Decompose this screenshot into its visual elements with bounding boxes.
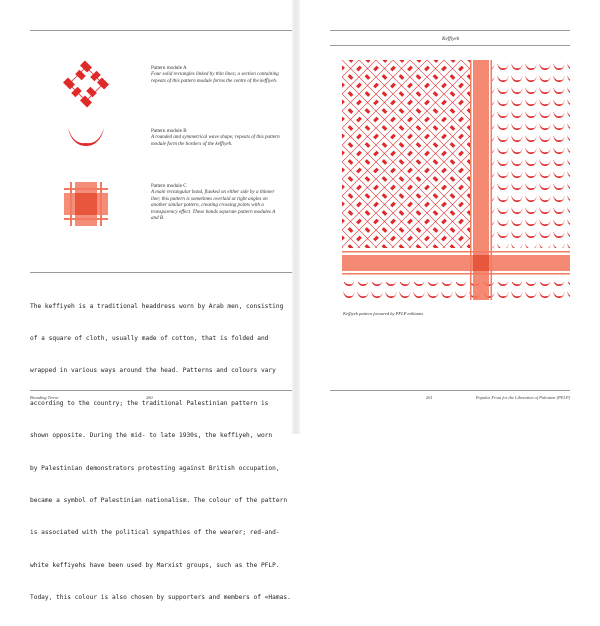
pattern-module-b-text [151,128,281,147]
keffiyeh-pattern-illustration [342,60,570,300]
body-line: shown opposite. During the mid- to late 1930s, the keffiyeh, worn [30,432,273,440]
right-footer-title: Popular Front for the Liberation of Palestine (PFLP) [475,395,570,400]
pattern-module-a-icon [62,60,110,108]
left-body-rule [30,272,292,273]
left-page [0,0,292,602]
pattern-module-b-title: Pattern module B [151,128,187,134]
left-footer-rule [30,390,292,391]
body-line: is associated with the political sympathies of the wearer; red-and- [30,529,280,537]
body-line: Today, this colour is also chosen by supporters and members of «Hamas. [30,594,291,602]
body-line: of a square of cloth, usually made of cotton, that is folded and [30,334,269,342]
book-gutter [292,0,300,434]
body-line: according to the country; the traditional Palestinian pattern is [30,399,269,407]
figure-caption: Keffiyeh pattern favoured by PFLP militants [343,311,424,316]
left-top-rule [30,30,292,31]
right-page-number: 261 [426,395,433,400]
pattern-module-c-description: A main rectangular band, flanked on either side by a thinner line; this pattern is sometimes overlaid at right angles on another similar pattern, creating crossing points with a transparency effect. These bands separate pattern modules A and B. [151,189,276,222]
pattern-module-c-text [151,183,281,221]
body-line: white keffiyehs have been used by Marxist groups, such as the PFLP. [30,561,280,569]
right-head-rule [330,45,570,46]
pattern-module-b-icon [62,122,110,152]
pattern-module-a-title: Pattern module A [151,65,187,71]
pattern-module-a-description: Four solid rectangles linked by thin lines; a section containing repeats of this pattern module forms the centre of the keffiyeh. [151,71,279,84]
right-footer-rule [330,390,570,391]
running-head: Keffiyeh [442,36,460,42]
right-top-rule [330,30,570,31]
body-text [30,280,291,626]
pattern-module-c-icon [64,182,108,226]
body-line: The keffiyeh is a traditional headdress worn by Arab men, consisting [30,302,284,310]
pattern-module-a-text [151,65,281,84]
pattern-module-c-title: Pattern module C [151,183,187,189]
left-page-number: 260 [146,395,153,400]
body-line: became a symbol of Palestinian nationalism. The colour of the pattern [30,496,288,504]
left-footer-title: Branding Terror [30,395,59,400]
pattern-module-b-description: A rounded and symmetrical wave shape; repeats of this pattern module form the borders of the keffiyeh. [151,134,280,147]
body-line: by Palestinian demonstrators protesting against British occupation, [30,464,280,472]
body-line: wrapped in various ways around the head. Patterns and colours vary [30,367,276,375]
